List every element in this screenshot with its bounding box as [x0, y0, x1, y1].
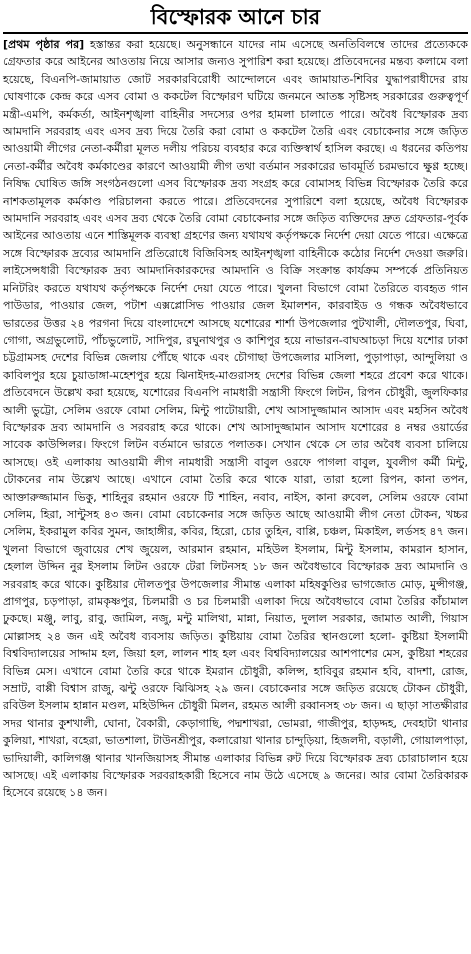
article-text: হস্তান্তর করা হয়েছে। অনুসন্ধানে যাদের নাম এসেছে অনতিবিলম্বে তাদের প্রত্যেককে গ্রেফতার করে আইনের আওতায় নিয়ে আসার জন্যও সুপারিশ করা হয়েছে। প্রতিবেদনের মন্তব্য কলামে বলা হয়েছে, বিএনপি-জামায়াত জোট সরকারবিরোধী আন্দোলনে এবং জামায়াত-শিবির যুদ্ধাপরাধীদের রায় ঘোষণাকে কেন্দ্র করে এসব বোমা ও ককটেল বিস্ফোরণ ঘটিয়ে জনমনে আতঙ্ক সৃষ্টিসহ সরকারের গুরুত্বপূর্ণ মন্ত্রী-এমপি, কর্মকর্তা, আইনশৃঙ্খলা বাহিনীর সদস্যের ওপর হামলা চালাতে পারে। অবৈধ বিস্ফোরক দ্রব্য আমদানি সরবরাহ এবং এসব দ্রব্য দিয়ে তৈরি করা বোমা ও ককটেল তৈরি এবং বেচাকেনার সঙ্গে জড়িত আওয়ামী লীগের নেতা-কর্মীরা মূলত দলীয় পরিচয় ব্যবহার করে ব্যক্তিস্বার্থ হাসিল করছে। এ ধরনের কতিপয় নেতা-কর্মীর অবৈধ কর্মকাণ্ডের কারণে আওয়ামী লীগ তথা বর্তমান সরকারের ভাবমূর্তি চরমভাবে ক্ষুণ্ণ হচ্ছে। নিষিদ্ধ ঘোষিত জঙ্গি সংগঠনগুলো এসব বিস্ফোরক দ্রব্য সংগ্রহ করে বোমাসহ বিভিন্ন বিস্ফোরক তৈরি করে নাশকতামূলক কর্মকাণ্ড পরিচালনা করতে পারে। প্রতিবেদনের সুপারিশে বলা হয়েছে, অবৈধ বিস্ফোরক আমদানি সরবরাহ এবং এসব দ্রব্য থেকে তৈরি বোমা বেচাকেনার সঙ্গে জড়িত ব্যক্তিদের দ্রুত গ্রেফতার-পূর্বক আইনের আওতায় এনে শাস্তিমূলক ব্যবস্থা গ্রহণের জন্য যথাযথ কর্তৃপক্ষকে নির্দেশ দেয়া যেতে পারে। এক্ষেত্রে সঙ্গে বিস্ফোরক দ্রব্যের আমদানি প্রতিরোধে বিজিবিসহ আইনশৃঙ্খলা বাহিনীকে কঠোর নির্দেশ দেওয়া জরুরি। লাইসেন্সধারী বিস্ফোরক দ্রব্য আমদানিকারকদের আমদানি ও বিক্রি সংক্রান্ত কার্যক্রম সম্পর্কে প্রতিনিয়ত মনিটরিং করতে যথাযথ কর্তৃপক্ষকে নির্দেশ দেয়া যেতে পারে। খুলনা বিভাগে বোমা তৈরিতে ব্যবহৃত গান পাউডার, পাওয়ার জেল, পটাশ এক্সপ্লোসিভ পাওয়ার জেল ইমালশন, কারবাইড ও গন্ধক অবৈধভাবে ভারতের উত্তর ২৪ পরগনা দিয়ে বাংলাদেশে আসছে যশোরের শার্শা উপজেলার পুটখালী, দৌলতপুর, ঘিবা, গোগা, অগ্রভুলোট, পাঁচভুলোট, সাদিপুর, রঘুনাথপুর ও কাশিপুর হয়ে নাভারন-বাঘআচড়া দিয়ে যশোর ঢাকা চট্টগ্রামসহ দেশের বিভিন্ন জেলায় পৌঁছে থাকে এবং চৌগাছা উপজেলার মাসিলা, পুড়াপাড়া, আন্দুলিয়া ও কাবিলপুর হয়ে চুয়াডাঙ্গা-মহেশপুর হয়ে ঝিনাইদহ-মাগুরাসহ দেশের বিভিন্ন জেলা শহরে প্রবেশ করে থাকে। প্রতিবেদনে উল্লেখ করা হয়েছে, যশোরের বিএনপি নামধারী সন্ত্রাসী ফিংগে লিটন, রিপন চৌধুরী, জুলফিকার আলী ভুট্টো, সেলিম ওরফে বোমা সেলিম, মিন্টু পাটোয়ারী, শেখ আসাদুজ্জামান আসাদ এবং মহসিন অবৈধ বিস্ফোরক দ্রব্য আমদানি ও সরবরাহ করে থাকে। শেখ আসাদুজ্জামান আসাদ যশোরের ৪ নম্বর ওয়ার্ডের সাবেক কাউন্সিলর। ফিংগে লিটন বর্তমানে ভারতে পলাতক। সেখান থেকে সে তার অবৈধ ব্যবসা চালিয়ে আসছে। ওই এলাকায় আওয়ামী লীগ নামধারী সন্ত্রাসী বাবুল ওরফে পাগলা বাবুল, যুবলীগ কর্মী মিন্টু, টোকনের নাম উল্লেখ আছে। এখানে বোমা তৈরি করে থাকে যারা, তারা হলো রিপন, কানা তপন, আক্তারুজ্জামান ভিকু, শাহিনুর রহমান ওরফে টি শাহিন, নবাব, নাইস, কানা রুবেল, সেলিম ওরফে বোমা সেলিম, হিরা, সান্টুসহ ৪৩ জন। বোমা বেচাকেনার সঙ্গে জড়িত আছে আওয়ামী লীগ নেতা টোকন, খচ্চর সেলিম, ইকরামুল কবির সুমন, জাহাঙ্গীর, কবির, হিরো, চোর তুহিন, বাপ্পি, চঞ্চল, মিকাইল, লর্ডসহ ৪৭ জন। খুলনা বিভাগে জুবায়ের শেখ জুয়েল, আরমান রহমান, মহিউল ইসলাম, মিন্টু ইসলাম, কামরান হাসান, হেলাল উদ্দিন নুর ইসলাম লিটন ওরফে টেরা লিটনসহ ১৮ জন অবৈধভাবে বিস্ফোরক দ্রব্য আমদানি ও সরবরাহ করে থাকে। কুষ্টিয়ার দৌলতপুর উপজেলার সীমান্ত এলাকা মহিষকুণ্ডির ভাগজোত মোড়, মুন্সীগঞ্জ, প্রাগপুর, চড়পাড়া, রামকৃষ্ণপুর, চিলমারী ও চর চিলমারী এলাকা দিয়ে অবৈধভাবে বোমা তৈরির কাঁচামাল ঢুকছে। মঞ্জু, লাবু, রাবু, জামিল, নজু, মন্টু মালিথা, মান্না, নিয়াত, দুলাল সরকার, জামাত আলী, গিয়াস মোল্লাসহ ২৪ জন এই অবৈধ ব্যবসায় জড়িত। কুষ্টিয়ায় বোমা তৈরির স্থানগুলো হলো- কুষ্টিয়া ইসলামী বিশ্ববিদ্যালয়ের সাদ্দাম হল, জিয়া হল, লালন শাহ হল এবং বিশ্ববিদ্যালয়ের আশপাশের মেস, কুষ্টিয়া শহরের বিভিন্ন মেস। এখানে বোমা তৈরি করে থাকে ইমরান চৌধুরী, কলিন্স, হাবিবুর রহমান হবি, বাদশা, রোজ, সম্রাট, বাপ্পী বিশ্বাস রাজু, ঝন্টু ওরফে ঝিঝিসহ ২৯ জন। বেচাকেনার সঙ্গে জড়িত রয়েছে টোকন চৌধুরী, রবিউল ইসলাম হান্নান মণ্ডল, মহিউদ্দিন চৌধুরী মিলন, রহমত আলী রব্বানসহ ৩৮ জন। এ ছাড়া সাতক্ষীরার সদর থানার কুশখালী, ঘোনা, বৈকারী, কেড়াগাছি, পদ্মশাখরা, ভোমরা, গাজীপুর, হাড়দ্দহ, দেবহাটা থানার কুলিয়া, শাখরা, বহেরা, ভাতশালা, টাউনশ্রীপুর, কলারোয়া থানার চান্দুড়িয়া, হিজলদী, বড়ালী, গোয়ালপাড়া, ভাদিয়ালী, কালিগঞ্জ থানার খানজিয়াসহ সীমান্ত এলাকার বিভিন্ন রুট দিয়ে বিস্ফোরক দ্রব্য চোরাচালান হয়ে আসছে। এই এলাকায় বিস্ফোরক সরবরাহকারী হিসেবে নাম উঠে এসেছে ৯ জনের। আর বোমা তৈরিকারক হিসেবে রয়েছে ১৪ জন। [3, 38, 468, 800]
continued-from-label: [প্রথম পৃষ্ঠার পর] [3, 38, 85, 51]
headline: বিস্ফোরক আনে চার [150, 5, 321, 29]
headline-divider [3, 32, 468, 34]
article-body [3, 36, 468, 802]
